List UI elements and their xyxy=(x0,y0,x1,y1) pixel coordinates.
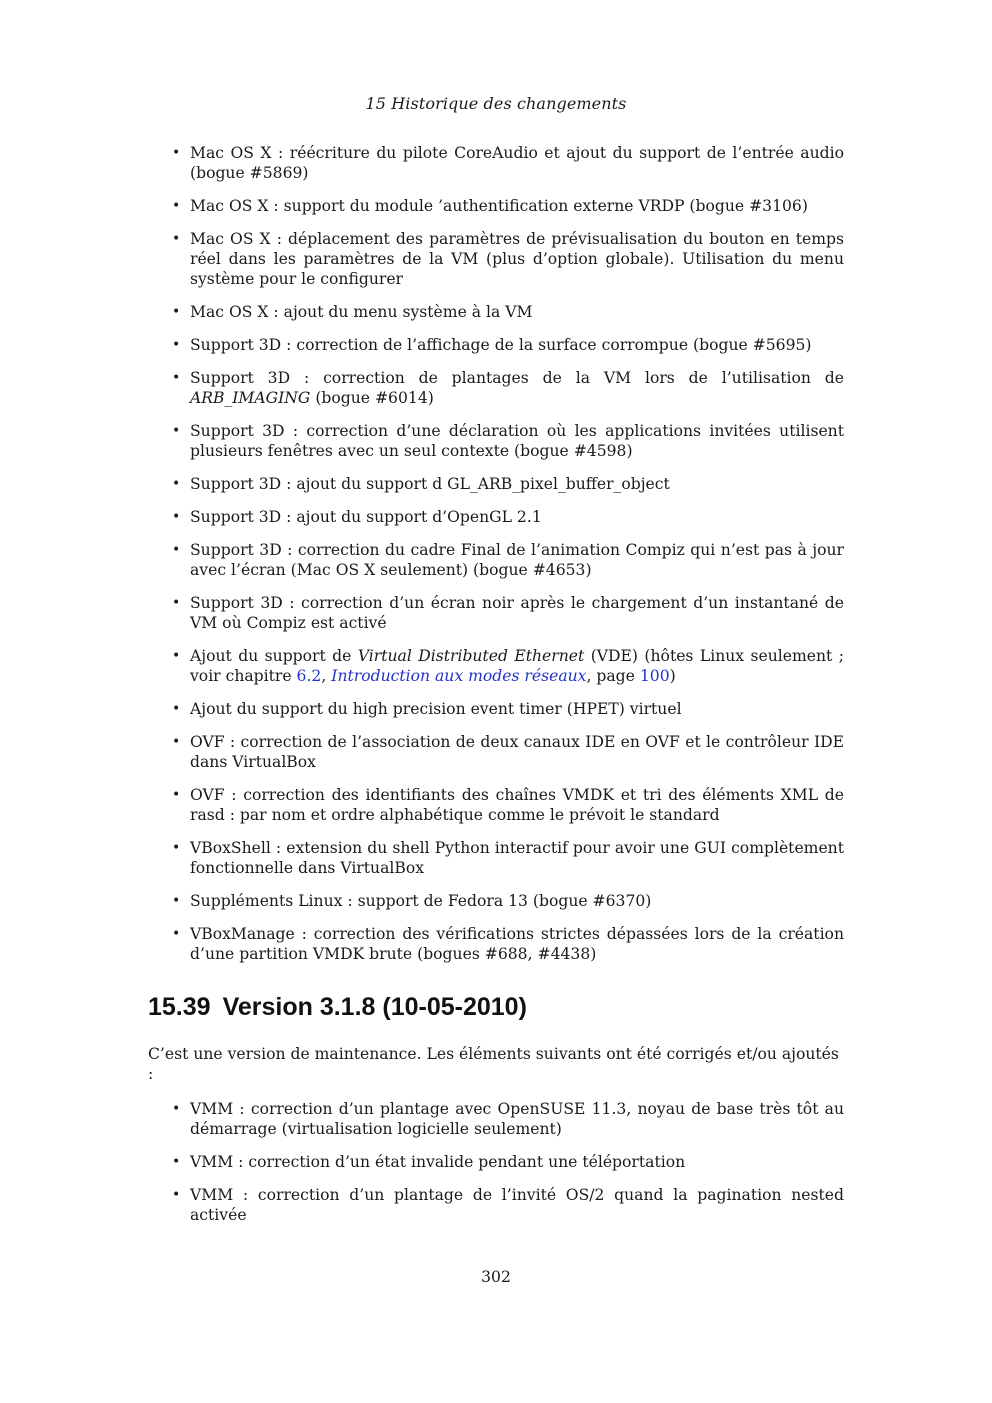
list-item xyxy=(148,196,844,216)
list-item xyxy=(148,229,844,289)
list-item-text: Support 3D : correction du cadre Final de l’animation Compiz qui n’est pas à jour avec l’écran (Mac OS X seulement) (bogue #4653) xyxy=(190,541,844,579)
list-item-text: Support 3D : ajout du support d’OpenGL 2.1 xyxy=(190,508,542,526)
chapter-title-link[interactable]: Introduction aux modes réseaux xyxy=(331,667,587,685)
bullet-icon: • xyxy=(172,476,181,492)
list-item-text: Support 3D : correction d’une déclaration où les applications invitées utilisent plusieurs fenêtres avec un seul contexte (bogue #4598) xyxy=(190,422,844,460)
page-content xyxy=(148,143,844,1238)
bullet-icon: • xyxy=(172,840,181,856)
list-item xyxy=(148,143,844,183)
list-item xyxy=(148,421,844,461)
list-item-text: Mac OS X : ajout du menu système à la VM xyxy=(190,303,533,321)
list-item-text: ) xyxy=(669,667,676,685)
bullet-icon: • xyxy=(172,595,181,611)
running-header: 15 Historique des changements xyxy=(365,94,627,113)
italic-term: ARB_IMAGING xyxy=(190,389,311,407)
bullet-icon: • xyxy=(172,370,181,386)
list-item xyxy=(148,593,844,633)
bullet-icon: • xyxy=(172,1187,181,1203)
list-item xyxy=(148,924,844,964)
list-item-text: Support 3D : correction de l’affichage de la surface corrompue (bogue #5695) xyxy=(190,336,812,354)
list-item xyxy=(148,1185,844,1225)
bullet-icon: • xyxy=(172,734,181,750)
changelog-list xyxy=(148,143,844,964)
list-item-text: Support 3D : correction de plantages de la VM lors de l’utilisation de xyxy=(190,369,844,387)
list-item-text: (VDE) (hôtes Linux seulement ; voir chapitre xyxy=(190,647,844,685)
list-item-text: VMM : correction d’un plantage de l’invité OS/2 quand la pagination nested activée xyxy=(190,1186,844,1224)
bullet-icon: • xyxy=(172,701,181,717)
list-item-text: Support 3D : ajout du support d GL_ARB_pixel_buffer_object xyxy=(190,475,670,493)
list-item xyxy=(148,474,844,494)
separator-text: , xyxy=(321,667,332,685)
list-item xyxy=(148,1099,844,1139)
list-item xyxy=(148,891,844,911)
bullet-icon: • xyxy=(172,542,181,558)
list-item xyxy=(148,302,844,322)
page-number: 302 xyxy=(481,1268,511,1286)
bullet-icon: • xyxy=(172,337,181,353)
bullet-icon: • xyxy=(172,423,181,439)
section-intro: C’est une version de maintenance. Les éléments suivants ont été corrigés et/ou ajoutés : xyxy=(148,1045,839,1083)
bullet-icon: • xyxy=(172,231,181,247)
list-item-text: (bogue #6014) xyxy=(310,389,434,407)
list-item-text: Support 3D : correction d’un écran noir après le chargement d’un instantané de VM où Compiz est activé xyxy=(190,594,844,632)
list-item xyxy=(148,507,844,527)
list-item-text: VBoxManage : correction des vérifications strictes dépassées lors de la création d’une partition VMDK brute (bogues #688, #4438) xyxy=(190,925,844,963)
list-item-text: , page xyxy=(586,667,640,685)
bullet-icon: • xyxy=(172,304,181,320)
bullet-icon: • xyxy=(172,145,181,161)
bullet-icon: • xyxy=(172,926,181,942)
page-link[interactable]: 100 xyxy=(639,667,670,685)
chapter-link[interactable]: 6.2 xyxy=(296,667,322,685)
italic-term: Virtual Distributed Ethernet xyxy=(357,647,585,665)
list-item xyxy=(148,646,844,686)
list-item-text: OVF : correction de l’association de deux canaux IDE en OVF et le contrôleur IDE dans VirtualBox xyxy=(190,733,844,771)
bullet-icon: • xyxy=(172,198,181,214)
list-item xyxy=(148,785,844,825)
bullet-icon: • xyxy=(172,648,181,664)
list-item xyxy=(148,368,844,408)
list-item xyxy=(148,540,844,580)
bullet-icon: • xyxy=(172,1154,181,1170)
bullet-icon: • xyxy=(172,1101,181,1117)
list-item-text: VBoxShell : extension du shell Python interactif pour avoir une GUI complètement fonctionnelle dans VirtualBox xyxy=(190,839,844,877)
section-heading xyxy=(148,992,844,1022)
list-item-text: Mac OS X : support du module ’authentification externe VRDP (bogue #3106) xyxy=(190,197,808,215)
list-item xyxy=(148,699,844,719)
bullet-icon: • xyxy=(172,509,181,525)
section-changelog-list xyxy=(148,1099,844,1225)
list-item-text: Ajout du support du high precision event timer (HPET) virtuel xyxy=(190,700,682,718)
bullet-icon: • xyxy=(172,787,181,803)
list-item xyxy=(148,838,844,878)
section-number: 15.39 xyxy=(148,993,211,1021)
list-item xyxy=(148,732,844,772)
list-item-text: Ajout du support de xyxy=(190,647,358,665)
list-item-text: Mac OS X : déplacement des paramètres de prévisualisation du bouton en temps réel dans les paramètres de la VM (plus d’option globale). Utilisation du menu système pour le configurer xyxy=(190,230,844,288)
list-item-text: VMM : correction d’un plantage avec OpenSUSE 11.3, noyau de base très tôt au démarrage (virtualisation logicielle seulement) xyxy=(190,1100,844,1138)
list-item xyxy=(148,335,844,355)
section-title: Version 3.1.8 (10-05-2010) xyxy=(222,993,527,1021)
bullet-icon: • xyxy=(172,893,181,909)
list-item-text: Suppléments Linux : support de Fedora 13 (bogue #6370) xyxy=(190,892,652,910)
list-item-text: OVF : correction des identifiants des chaînes VMDK et tri des éléments XML de rasd : par nom et ordre alphabétique comme le prévoit le standard xyxy=(190,786,844,824)
list-item-text: Mac OS X : réécriture du pilote CoreAudio et ajout du support de l’entrée audio (bogue #5869) xyxy=(190,144,844,182)
list-item xyxy=(148,1152,844,1172)
list-item-text: VMM : correction d’un état invalide pendant une téléportation xyxy=(190,1153,686,1171)
